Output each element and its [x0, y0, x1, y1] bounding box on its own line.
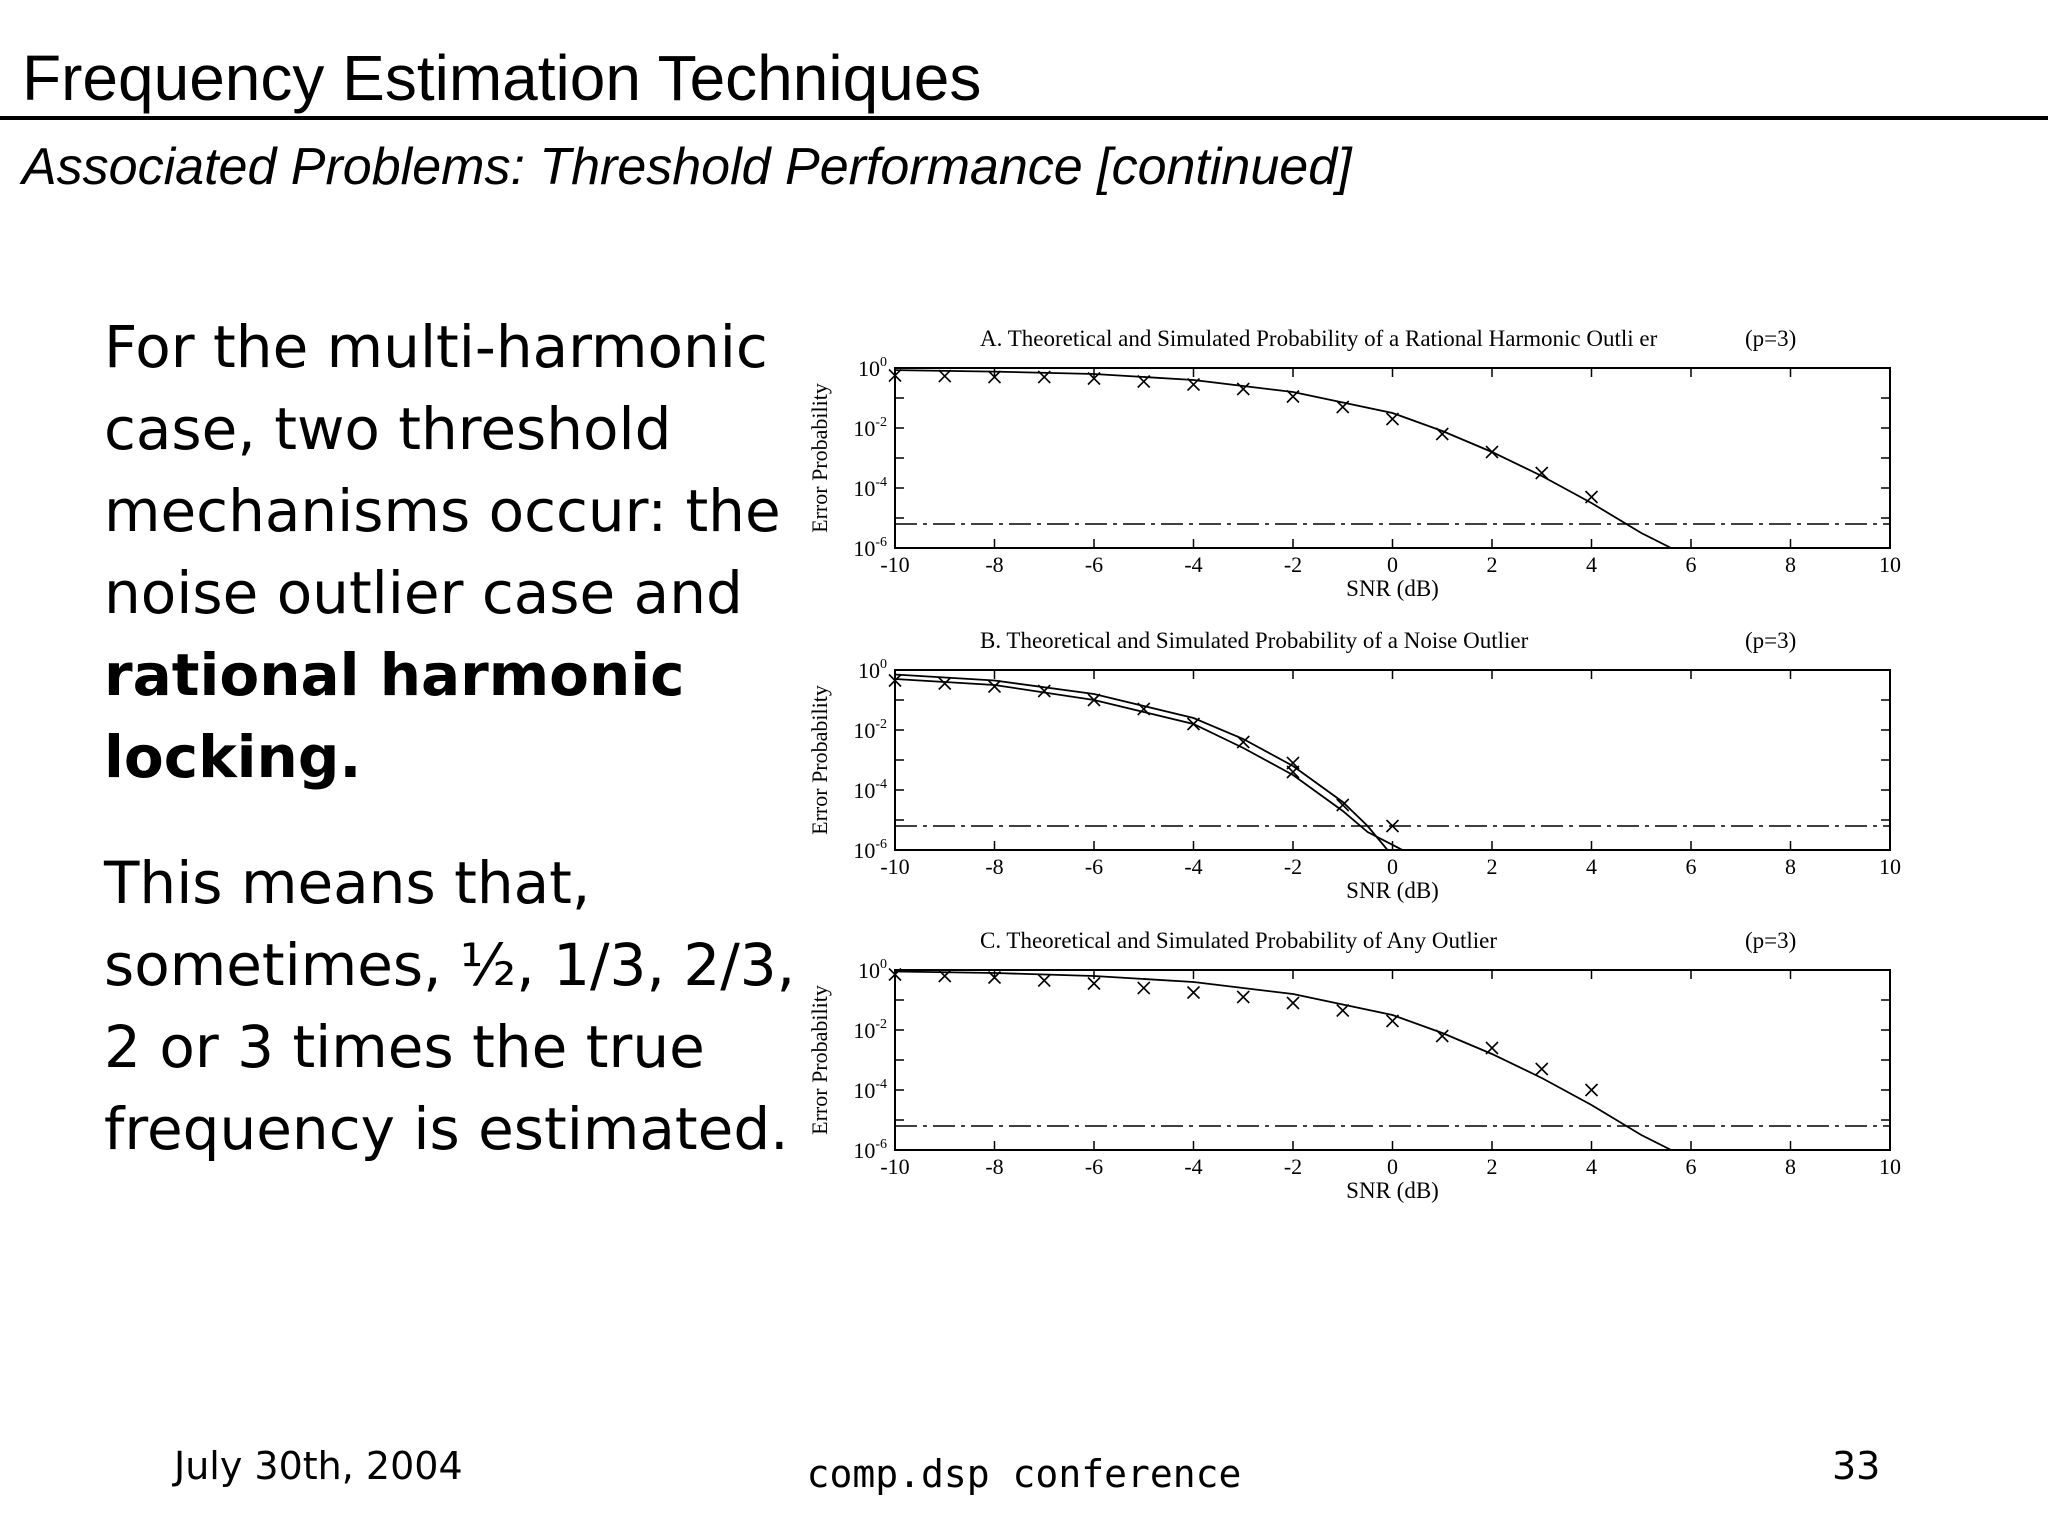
x-axis-label: SNR (dB) [1346, 576, 1439, 601]
theory-curve [895, 972, 1671, 1151]
simulated-marker [1237, 991, 1249, 1003]
y-tick-label: $10^0$ [858, 657, 887, 683]
y-tick-label: $10^{-4}$ [853, 1077, 887, 1103]
x-tick-label: 0 [1387, 1154, 1398, 1179]
chart-title: B. Theoretical and Simulated Probability of a Noise Outlier [980, 628, 1529, 653]
plot-frame [895, 970, 1890, 1150]
x-tick-label: -10 [880, 552, 910, 577]
y-tick-label: $10^{-2}$ [853, 415, 887, 441]
simulated-marker [1337, 1005, 1349, 1017]
y-tick-label: $10^0$ [858, 957, 887, 983]
paragraph-harmonic-estimates: This means that, sometimes, ½, 1/3, 2/3, 2 or 3 times the true frequency is estimated. [104, 849, 796, 1163]
paragraph-1-bold: rational harmonic locking. [104, 641, 685, 791]
simulated-marker [1237, 383, 1249, 395]
simulated-marker [939, 370, 951, 382]
simulated-marker [1536, 1063, 1548, 1075]
x-tick-label: 10 [1879, 854, 1901, 879]
simulated-marker [1486, 1042, 1498, 1054]
simulated-marker [1188, 987, 1200, 999]
y-tick-label: $10^{-2}$ [853, 717, 887, 743]
plot-frame [895, 368, 1890, 548]
x-tick-label: 6 [1685, 854, 1697, 879]
x-tick-label: 8 [1785, 1154, 1796, 1179]
simulated-marker [1586, 1084, 1598, 1096]
x-tick-label: -2 [1283, 552, 1303, 577]
theory-curve [895, 675, 1388, 851]
simulated-marker [1138, 703, 1150, 715]
chart-tag: (p=3) [1745, 628, 1797, 653]
outlier-probability-charts [800, 300, 1920, 1220]
chart-panel-c [807, 928, 1901, 1203]
simulated-marker [1486, 446, 1498, 458]
x-tick-label: 8 [1785, 854, 1796, 879]
y-tick-label: $10^{-4}$ [853, 475, 887, 501]
x-tick-label: -6 [1084, 552, 1104, 577]
x-tick-label: -10 [880, 854, 910, 879]
simulated-marker [1038, 975, 1050, 987]
chart-panel-b [807, 628, 1901, 903]
chart-tag: (p=3) [1745, 928, 1797, 953]
simulated-marker [1138, 982, 1150, 994]
simulated-marker [1586, 491, 1598, 503]
x-tick-label: 2 [1486, 552, 1498, 577]
y-tick-label: $10^{-6}$ [853, 535, 887, 561]
y-tick-label: $10^{-2}$ [853, 1017, 887, 1043]
y-tick-label: $10^{-6}$ [853, 1137, 887, 1163]
y-tick-label: $10^{-6}$ [853, 837, 887, 863]
x-tick-label: 2 [1486, 1154, 1498, 1179]
x-axis-label: SNR (dB) [1346, 878, 1439, 903]
y-axis-label: Error Probability [807, 985, 832, 1135]
x-tick-label: 2 [1486, 854, 1498, 879]
x-tick-label: -2 [1283, 1154, 1303, 1179]
x-tick-label: 4 [1586, 552, 1597, 577]
title-divider [0, 116, 2048, 120]
chart-title: A. Theoretical and Simulated Probability of a Rational Harmonic Outli er [980, 326, 1658, 351]
x-tick-label: -4 [1184, 1154, 1203, 1179]
paragraph-1-text: For the multi-harmonic case, two threshold mechanisms occur: the noise outlier case and [104, 313, 781, 627]
chart-tag: (p=3) [1745, 326, 1797, 351]
simulated-marker [1387, 1015, 1399, 1027]
x-tick-label: 0 [1387, 552, 1398, 577]
x-tick-label: -10 [880, 1154, 910, 1179]
y-axis-label: Error Probability [807, 383, 832, 533]
x-tick-label: -8 [985, 1154, 1004, 1179]
x-tick-label: 6 [1685, 1154, 1697, 1179]
slide-subtitle: Associated Problems: Threshold Performance [continued] [22, 138, 1352, 196]
x-tick-label: -2 [1283, 854, 1303, 879]
simulated-marker [1088, 978, 1100, 990]
simulated-marker [1287, 997, 1299, 1009]
paragraph-threshold-mechanisms [104, 306, 824, 798]
simulated-marker [939, 678, 951, 690]
x-tick-label: 4 [1586, 1154, 1597, 1179]
x-tick-label: 6 [1685, 552, 1697, 577]
x-tick-label: -6 [1084, 1154, 1104, 1179]
page-number: 33 [1832, 1444, 1881, 1488]
x-tick-label: -4 [1184, 854, 1203, 879]
x-axis-label: SNR (dB) [1346, 1178, 1439, 1203]
simulated-marker [1188, 718, 1200, 730]
x-tick-label: 0 [1387, 854, 1398, 879]
simulated-marker [1436, 1030, 1448, 1042]
slide-title: Frequency Estimation Techniques [22, 42, 982, 114]
simulated-marker [1387, 413, 1399, 425]
y-tick-label: $10^0$ [858, 355, 887, 381]
x-tick-label: -4 [1184, 552, 1203, 577]
simulated-marker [1436, 428, 1448, 440]
footer-date: July 30th, 2004 [174, 1444, 463, 1488]
footer-conference: comp.dsp conference [806, 1452, 1242, 1496]
x-tick-label: -8 [985, 552, 1004, 577]
x-tick-label: 8 [1785, 552, 1796, 577]
theory-curve [895, 370, 1671, 548]
x-tick-label: 10 [1879, 1154, 1901, 1179]
chart-title: C. Theoretical and Simulated Probability of Any Outlier [980, 928, 1497, 953]
x-tick-label: 4 [1586, 854, 1597, 879]
x-tick-label: -6 [1084, 854, 1104, 879]
y-tick-label: $10^{-4}$ [853, 777, 887, 803]
y-axis-label: Error Probability [807, 685, 832, 835]
chart-panel-a [807, 326, 1901, 601]
x-tick-label: -8 [985, 854, 1004, 879]
x-tick-label: 10 [1879, 552, 1901, 577]
plot-frame [895, 670, 1890, 850]
